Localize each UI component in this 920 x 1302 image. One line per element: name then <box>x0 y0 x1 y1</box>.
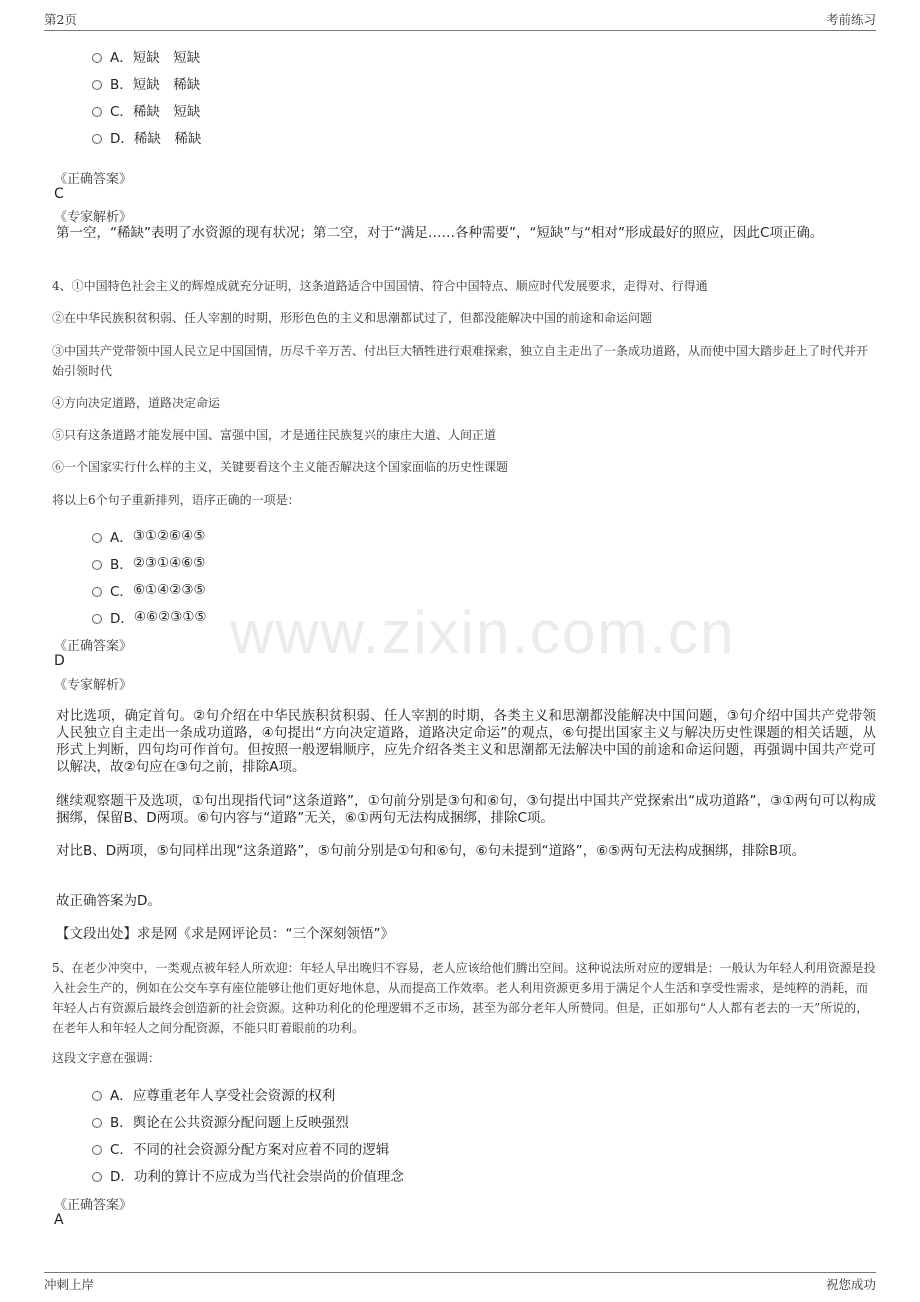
q5-answer-label: 《正确答案》 <box>54 1198 133 1213</box>
q5-answer: A <box>54 1212 64 1228</box>
q4-analysis-label: 《专家解析》 <box>54 678 133 693</box>
q4-answer: D <box>54 653 65 669</box>
q3-option-c[interactable]: C． 稀缺 短缺 <box>92 100 200 120</box>
radio-icon[interactable] <box>92 107 102 117</box>
q5-stem: 5、在老少冲突中，一类观点被年轻人所欢迎：年轻人早出晚归不容易，老人应该给他们腾出空间。这种说法所对应的逻辑是：一般认为年轻人利用资源是投入社会生产的，例如在公交车享有座位能够让他们更好地休息，从而提高工作效率。老人利用资源更多用于满足个人生活和享受性需求，是纯粹的消耗，而年轻人占有资源后最终会创造新的社会资源。这种功利化的伦理逻辑不乏市场，甚至为部分老年人所赞同。但是，正如那句“人人都有老去的一天”所说的，在老年人和年轻人之间分配资源，不能只盯着眼前的功利。 <box>52 961 876 1035</box>
q5-option-c[interactable]: C． 不同的社会资源分配方案对应着不同的逻辑 <box>92 1138 389 1158</box>
q4-sentence-6: ⑥一个国家实行什么样的主义，关键要看这个主义能否解决这个国家面临的历史性课题 <box>52 460 509 474</box>
page-footer <box>44 1272 876 1293</box>
q3-answer-label: 《正确答案》 <box>54 172 133 187</box>
q3-analysis-label: 《专家解析》 <box>54 210 133 225</box>
radio-icon[interactable] <box>92 1091 102 1101</box>
q4-sentence-2: ②在中华民族积贫积弱、任人宰割的时期，形形色色的主义和思潮都试过了，但都没能解决中国的前途和命运问题 <box>52 311 653 325</box>
q4-prompt: 将以上6个句子重新排列，语序正确的一项是： <box>52 493 300 507</box>
q4-option-d[interactable]: D． ④⑥②③①⑤ <box>92 607 207 627</box>
radio-icon[interactable] <box>92 80 102 90</box>
footer-left: 冲刺上岸 <box>44 1277 95 1292</box>
radio-icon[interactable] <box>92 614 102 624</box>
q4-option-b[interactable]: B． ②③①④⑥⑤ <box>92 553 205 573</box>
q4-analysis-paragraph: 故正确答案为D。 <box>56 893 161 909</box>
q4-option-a[interactable]: A． ③①②⑥④⑤ <box>92 526 205 546</box>
radio-icon[interactable] <box>92 533 102 543</box>
q4-sentence-1: 4、①中国特色社会主义的辉煌成就充分证明，这条道路适合中国国情、符合中国特点、顺应时代发展要求，走得对、行得通 <box>52 279 708 293</box>
q3-option-b[interactable]: B． 短缺 稀缺 <box>92 73 200 93</box>
q3-option-d[interactable]: D． 稀缺 稀缺 <box>92 127 201 147</box>
q4-analysis-paragraph: 继续观察题干及选项，①句出现指代词“这条道路”，①句前分别是③句和⑥句，③句提出中国共产党探索出“成功道路”，③①两句可以构成捆绑，保留B、D两项。⑥句内容与“道路”无关，⑥①两句无法构成捆绑，排除C项。 <box>56 793 876 826</box>
q4-sentence-5: ⑤只有这条道路才能发展中国、富强中国，才是通往民族复兴的康庄大道、人间正道 <box>52 428 497 442</box>
q3-analysis: 第一空，“稀缺”表明了水资源的现有状况；第二空，对于“满足……各种需要”，“短缺”与“相对”形成最好的照应，因此C项正确。 <box>56 225 824 241</box>
radio-icon[interactable] <box>92 1118 102 1128</box>
radio-icon[interactable] <box>92 587 102 597</box>
page-number: 第2页 <box>44 12 77 27</box>
q5-option-a[interactable]: A． 应尊重老年人享受社会资源的权利 <box>92 1084 335 1104</box>
q5-option-b[interactable]: B． 舆论在公共资源分配问题上反映强烈 <box>92 1111 349 1131</box>
q4-sentence-3: ③中国共产党带领中国人民立足中国国情，历尽千辛万苦、付出巨大牺牲进行艰难探索，独立自主走出了一条成功道路，从而使中国大踏步赶上了时代并开始引领时代 <box>52 344 869 378</box>
q4-analysis-paragraph: 对比选项，确定首句。②句介绍在中华民族积贫积弱、任人宰割的时期，各类主义和思潮都没能解决中国问题，③句介绍中国共产党带领人民独立自主走出一条成功道路，④句提出“方向决定道路，道路决定命运”的观点，⑥句提出国家主义与解决历史性课题的相关话题，从形式上判断，四句均可作首句。但按照一般逻辑顺序，应先介绍各类主义和思潮都无法解决中国的前途和命运问题，再强调中国共产党可以解决，故②句应在③句之前，排除A项。 <box>56 708 876 775</box>
radio-icon[interactable] <box>92 53 102 63</box>
header-title: 考前练习 <box>825 12 876 27</box>
q4-source: 【文段出处】求是网《求是网评论员：“三个深刻领悟”》 <box>56 926 394 942</box>
q3-option-a[interactable]: A． 短缺 短缺 <box>92 46 200 66</box>
q4-sentence-4: ④方向决定道路，道路决定命运 <box>52 396 221 410</box>
q3-answer: C <box>54 186 64 202</box>
radio-icon[interactable] <box>92 1145 102 1155</box>
watermark: www.zixin.com.cn <box>230 599 736 666</box>
q4-analysis-paragraph: 对比B、D两项，⑤句同样出现“这条道路”，⑤句前分别是①句和⑥句，⑥句未提到“道路”，⑥⑤两句无法构成捆绑，排除B项。 <box>56 843 806 859</box>
radio-icon[interactable] <box>92 134 102 144</box>
radio-icon[interactable] <box>92 1172 102 1182</box>
footer-right: 祝您成功 <box>825 1277 876 1292</box>
radio-icon[interactable] <box>92 560 102 570</box>
q5-prompt: 这段文字意在强调： <box>52 1051 161 1065</box>
q4-option-c[interactable]: C． ⑥①④②③⑤ <box>92 580 206 600</box>
q5-option-d[interactable]: D． 功利的算计不应成为当代社会崇尚的价值理念 <box>92 1165 404 1185</box>
q4-answer-label: 《正确答案》 <box>54 639 133 654</box>
page-header <box>44 10 876 31</box>
